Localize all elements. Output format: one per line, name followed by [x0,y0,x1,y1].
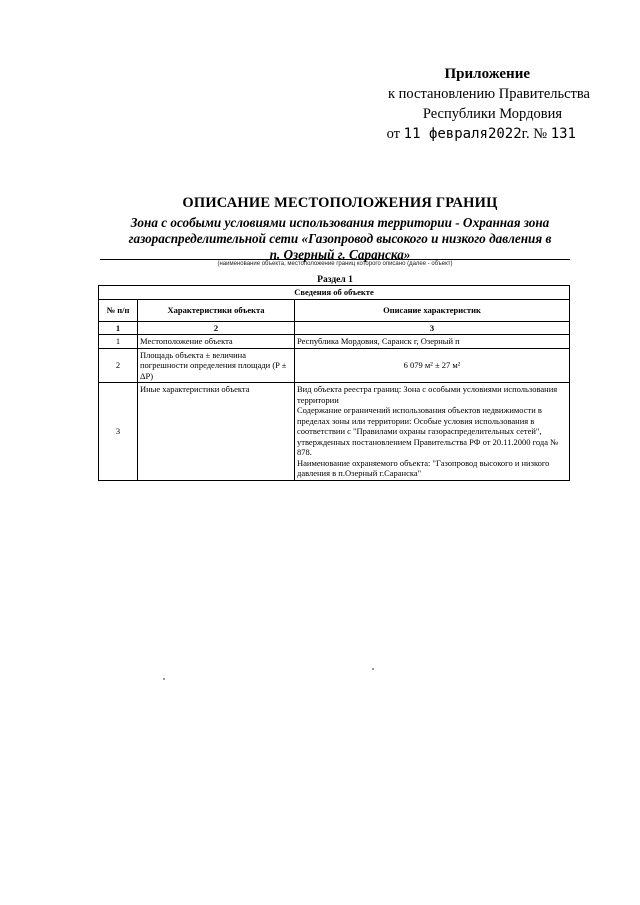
table-row [99,348,570,383]
row-characteristic: Площадь объекта ± величина погрешности определения площади (P ± ΔP) [138,348,295,383]
row-description: Республика Мордовия, Саранск г, Озерный п [295,335,570,349]
appendix-line-republic: Республики Мордовия [422,106,562,122]
section-title: Раздел 1 [317,275,353,285]
title-underline [100,259,570,260]
appendix-number-sep: г. № [521,126,548,142]
row-number: 2 [99,348,138,383]
scan-speck [163,678,165,680]
row-description: 6 079 м² ± 27 м² [295,348,570,383]
appendix-date-prefix: от [386,126,401,142]
table-row [99,383,570,481]
appendix-date: 11 февраля2022 [403,126,522,142]
index-cell-2: 2 [138,321,295,335]
document-title [100,195,580,263]
title-underline-caption: (наименование объекта, местоположение границ которого описано (далее - объект) [217,261,453,267]
appendix-heading: Приложение [444,66,530,82]
appendix-line-decree: к постановлению Правительства [388,86,590,102]
appendix-block [340,64,590,144]
appendix-number: 131 [550,126,576,142]
row-description: Вид объекта реестра границ: Зона с особыми условиями использования территории Содержание ограничений использования объектов недвижимости в пределах зоны или территории: Особые условия использования в соответствии с "Правилами охраны газораспределительных сетей", утвержденных постановлением Правительства РФ от 20.11.2000 года № 878. Наименование охраняемого объекта: "Газопровод высокого и низкого давления в п.Озерный г.Саранска" [295,383,570,481]
table-row [99,335,570,349]
scan-speck [372,668,374,670]
index-cell-1: 1 [99,321,138,335]
row-characteristic: Иные характеристики объекта [138,383,295,481]
table-title: Сведения об объекте [99,286,570,300]
header-number: № п/п [99,299,138,321]
header-characteristic: Характеристики объекта [138,299,295,321]
title-sub-line3: п. Озерный г. Саранска» [269,247,411,262]
appendix-line-date [340,124,590,144]
header-description: Описание характеристик [295,299,570,321]
index-cell-3: 3 [295,321,570,335]
title-main: ОПИСАНИЕ МЕСТОПОЛОЖЕНИЯ ГРАНИЦ [182,195,498,211]
row-number: 3 [99,383,138,481]
row-characteristic: Местоположение объекта [138,335,295,349]
row-number: 1 [99,335,138,349]
title-sub-line1: Зона с особыми условиями использования территории - Охранная зона [130,215,550,230]
object-info-table [98,285,570,481]
title-sub-line2: газораспределительной сети «Газопровод высокого и низкого давления в [128,231,552,246]
